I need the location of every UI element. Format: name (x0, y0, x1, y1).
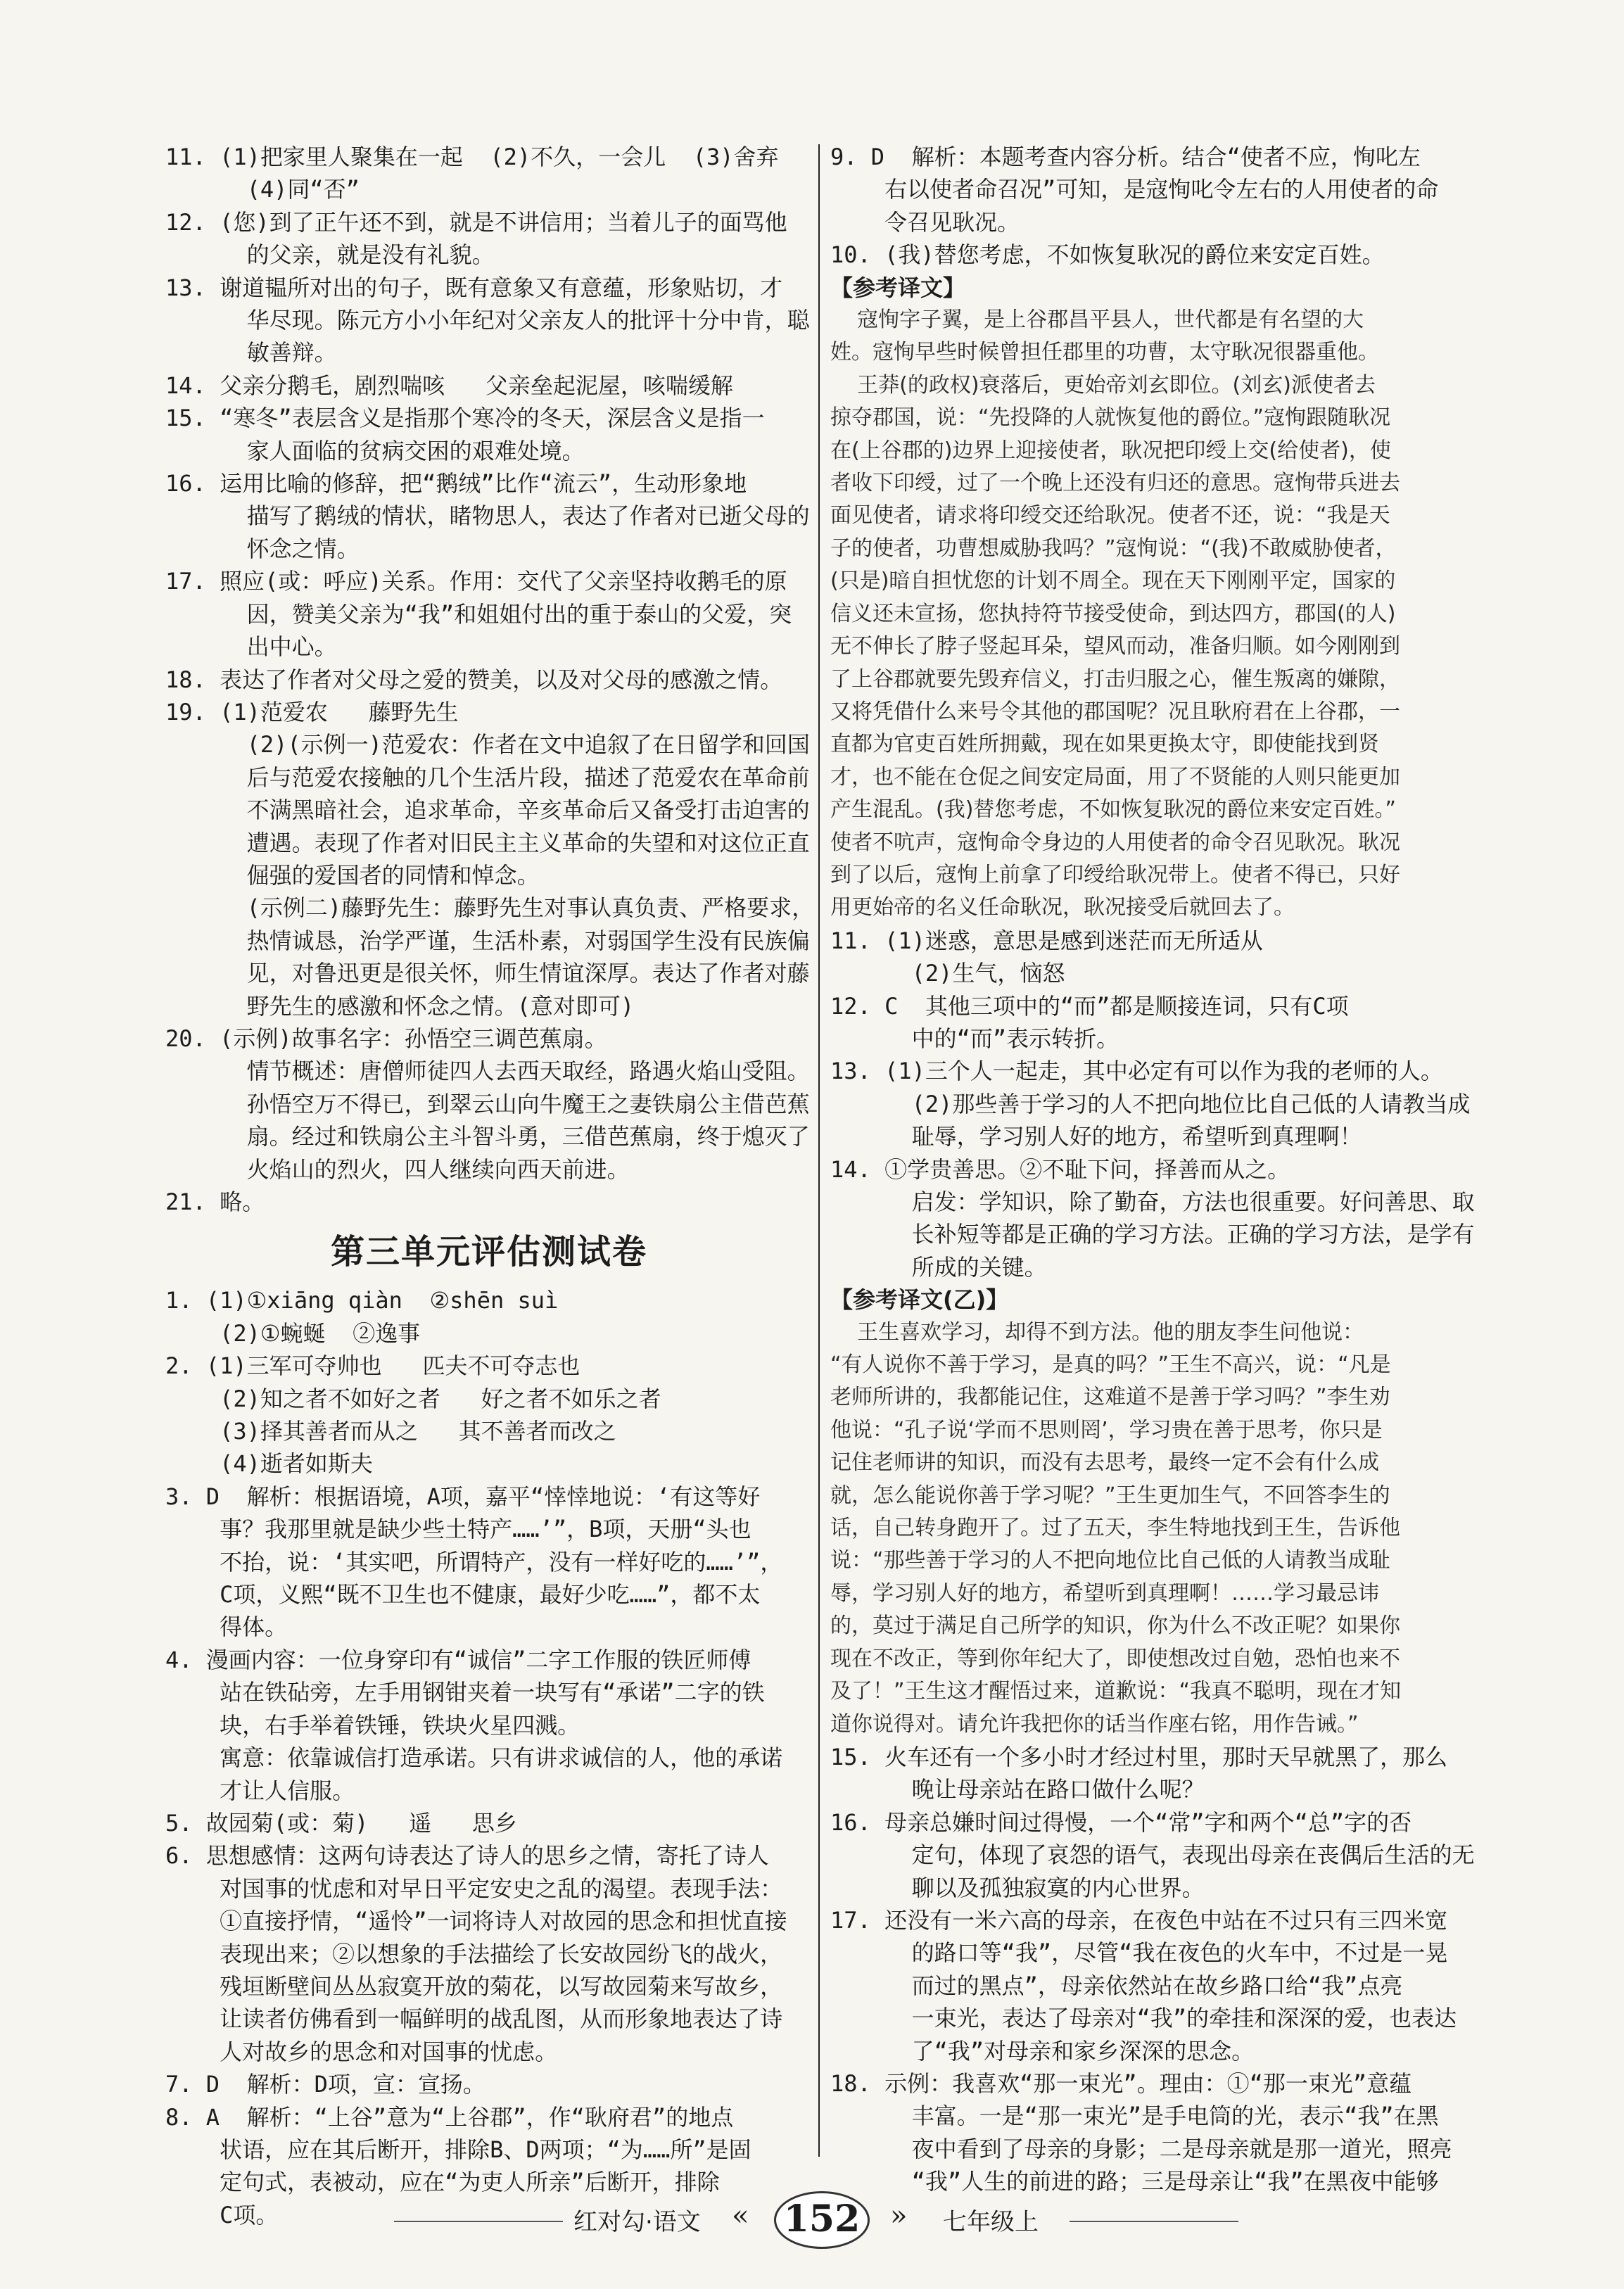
right-column (830, 141, 1495, 2198)
section-title: 第三单元评估测试卷 (330, 1232, 647, 1272)
grade-label: 七年级上 (943, 2208, 1039, 2236)
footer-rule-right (1070, 2221, 1238, 2222)
column-divider (818, 144, 820, 2157)
footer-rule-left (394, 2221, 563, 2222)
reference-translation-header: 【参考译文】 (830, 274, 966, 301)
book-title: 红对勾·语文 (573, 2208, 701, 2236)
reference-translation-text: 寇恂字子翼，是上谷郡昌平县人，世代都是有名望的大 姓。寇恂早些时候曾担任郡里的功曹，太守耿况很器重他。 王莽(的政权)衰落后，更始帝刘玄即位。(刘玄)派使者去 掠夺郡国，说：“先投降的人就恢复他的爵位。”寇恂跟随耿况 在(上谷郡的)边界上迎接使者，耿况把印绶上交(给使者)，使 者收下印绶，过了一个晚上还没有归还的意思。寇恂带兵进去 面见使者，请求将印绶交还给耿况。使者不还，说：“我是天 子的使者，功曹想威胁我吗？”寇恂说：“(我)不敢威胁使者， (只是)暗自担忧您的计划不周全。现在天下刚刚平定，国家的 信义还未宣扬，您执持符节接受使命，到达四方，郡国(的人) 无不伸长了脖子竖起耳朵，望风而动，准备归顺。如今刚刚到 了上谷郡就要先毁弃信义，打击归服之心，催生叛离的嫌隙， 又将凭借什么来号令其他的郡国呢？况且耿府君在上谷郡，一 直都为官吏百姓所拥戴，现在如果更换太守，即使能找到贤 才，也不能在仓促之间安定局面，用了不贤能的人则只能更加 产生混乱。(我)替您考虑，不如恢复耿况的爵位来安定百姓。” 使者不吭声，寇恂命令身边的人用使者的命令召见耿况。耿况 到了以后，寇恂上前拿了印绶给耿况带上。使者不得已，只好 用更始帝的名义任命耿况，耿况接受后就回去了。 (830, 307, 1400, 920)
reference-translation-b-header: 【参考译文(乙)】 (830, 1286, 1009, 1314)
answers-unit3: 1. (1)①xiāng qiàn ②shēn suì (2)①蜿蜒 ②逸事 2. (1)三军可夺帅也 匹夫不可夺志也 (2)知之者不如好之者 好之者不如乐之者 (3)择其善者而从之 其不善者而改之 (4)逝者如斯夫 3. D 解析：根据语境，A项，嘉平“悻悻地说：‘有这等好 事？我那里就是缺少些土特产……’”，B项，天册“头也 不抬，说：‘其实吧，所谓特产，没有一样好吃的……’”， C项，义熙“既不卫生也不健康，最好少吃……”，都不太 得体。 4. 漫画内容：一位身穿印有“诚信”二字工作服的铁匠师傅 站在铁砧旁，左手用钢钳夹着一块写有“承诺”二字的铁 块，右手举着铁锤，铁块火星四溅。 寓意：依靠诚信打造承诺。只有讲求诚信的人，他的承诺 才让人信服。 5. 故园菊(或：菊) 遥 思乡 6. 思想感情：这两句诗表达了诗人的思乡之情，寄托了诗人 对国事的忧虑和对早日平定安史之乱的渴望。表现手法： ①直接抒情，“遥怜”一词将诗人对故园的思念和担忧直接 表现出来；②以想象的手法描绘了长安故园纷飞的战火， 残垣断壁间丛丛寂寞开放的菊花，以写故园菊来写故乡， 让读者仿佛看到一幅鲜明的战乱图，从而形象地表达了诗 人对故乡的思念和对国事的忧虑。 7. D 解析：D项，宣：宣扬。 8. A 解析：“上谷”意为“上谷郡”，作“耿府君”的地点 状语，应在其后断开，排除B、D两项；“为……所”是固 定句式，表被动，应在“为吏人所亲”后断开，排除 C项。 (165, 1287, 787, 2228)
footer-arrow-left: « (732, 2200, 749, 2232)
reference-translation-b-text: 王生喜欢学习，却得不到方法。他的朋友李生问他说： “有人说你不善于学习，是真的吗？”王生不高兴，说：“凡是 老师所讲的，我都能记住，这难道不是善于学习吗？”李生劝 他说：“孔子说‘学而不思则罔’，学习贵在善于思考，你只是 记住老师讲的知识，而没有去思考，最终一定不会有什么成 就，怎么能说你善于学习呢？”王生更加生气，不回答李生的 话，自己转身跑开了。过了五天，李生特地找到王生，告诉他 说：“那些善于学习的人不把向地位比自己低的人请教当成耻 辱，学习别人好的地方，希望听到真理啊！……学习最忌讳 的，莫过于满足自己所学的知识，你为什么不改正呢？如果你 现在不改正，等到你年纪大了，即使想改过自勉，恐怕也来不 及了！”王生这才醒悟过来，道歉说：“我真不聪明，现在才知 道你说得对。请允许我把你的话当作座右铭，用作告诫。” (830, 1319, 1402, 1737)
answers-unit2-continued: 11. (1)把家里人聚集在一起 (2)不久，一会儿 (3)舍弃 (4)同“否” 12. (您)到了正午还不到，就是不讲信用；当着儿子的面骂他 的父亲，就是没有礼貌。 13. 谢道韫所对出的句子，既有意象又有意蕴，形象贴切，才 华尽现。陈元方小小年纪对父亲友人的批评十分中肯，聪 敏善辩。 14. 父亲分鹅毛，剧烈喘咳 父亲垒起泥屋，咳喘缓解 15. “寒冬”表层含义是指那个寒冷的冬天，深层含义是指一 家人面临的贫病交困的艰难处境。 16. 运用比喻的修辞，把“鹅绒”比作“流云”，生动形象地 描写了鹅绒的情状，睹物思人，表达了作者对已逝父母的 怀念之情。 17. 照应(或：呼应)关系。作用：交代了父亲坚持收鹅毛的原 因，赞美父亲为“我”和姐姐付出的重于泰山的父爱，突 出中心。 18. 表达了作者对父母之爱的赞美，以及对父母的感激之情。 19. (1)范爱农 藤野先生 (2)(示例一)范爱农：作者在文中追叙了在日留学和回国 后与范爱农接触的几个生活片段，描述了范爱农在革命前 不满黑暗社会，追求革命，辛亥革命后又备受打击迫害的 遭遇。表现了作者对旧民主主义革命的失望和对这位正直 倔强的爱国者的同情和悼念。 (示例二)藤野先生：藤野先生对事认真负责、严格要求， 热情诚恳，治学严谨，生活朴素，对弱国学生没有民族偏 见，对鲁迅更是很关怀，师生情谊深厚。表达了作者对藤 野先生的感激和怀念之情。(意对即可) 20. (示例)故事名字：孙悟空三调芭蕉扇。 情节概述：唐僧师徒四人去西天取经，路遇火焰山受阻。 孙悟空万不得已，到翠云山向牛魔王之妻铁扇公主借芭蕉 扇。经过和铁扇公主斗智斗勇，三借芭蕉扇，终于熄灭了 火焰山的烈火，四人继续向西天前进。 21. 略。 (165, 144, 815, 1215)
left-column (165, 141, 813, 2231)
answers-11-14: 11. (1)迷惑，意思是感到迷茫而无所适从 (2)生气，恼怒 12. C 其他三项中的“而”都是顺接连词，只有C项 中的“而”表示转折。 13. (1)三个人一起走，其中必定有可以作为我的老师的人。 (2)那些善于学习的人不把向地位比自己低的人请教当成 耻辱，学习别人好的地方，希望听到真理啊！ 14. ①学贵善思。②不耻下问，择善而从之。 启发：学知识，除了勤奋，方法也很重要。好问善思、取 长补短等都是正确的学习方法。正确的学习方法，是学有 所成的关键。 (830, 927, 1475, 1281)
answers-9-10: 9. D 解析：本题考查内容分析。结合“使者不应，恂叱左 右以使者命召况”可知，是寇恂叱令左右的人用使者的命 令召见耿况。 10. (我)替您考虑，不如恢复耿况的爵位来安定百姓。 (830, 144, 1439, 269)
footer-arrow-right: » (890, 2200, 908, 2232)
answers-15-18: 15. 火车还有一个多小时才经过村里，那时天早就黑了，那么 晚让母亲站在路口做什么呢？ 16. 母亲总嫌时间过得慢，一个“常”字和两个“总”字的否 定句，体现了哀怨的语气，表现出母亲在丧偶后生活的无 聊以及孤独寂寞的内心世界。 17. 还没有一米六高的母亲，在夜色中站在不过只有三四米宽 的路口等“我”，尽管“我在夜色的火车中，不过是一晃 而过的黑点”，母亲依然站在故乡路口给“我”点亮 一束光，表达了母亲对“我”的牵挂和深深的爱，也表达 了“我”对母亲和家乡深深的思念。 18. 示例：我喜欢“那一束光”。理由：①“那一束光”意蕴 丰富。一是“那一束光”是手电筒的光，表示“我”在黑 夜中看到了母亲的身影；二是母亲就是那一道光，照亮 “我”人生的前进的路；三是母亲让“我”在黑夜中能够 (830, 1743, 1475, 2195)
page-number: 152 (774, 2191, 870, 2249)
page-footer (0, 2194, 1624, 2243)
